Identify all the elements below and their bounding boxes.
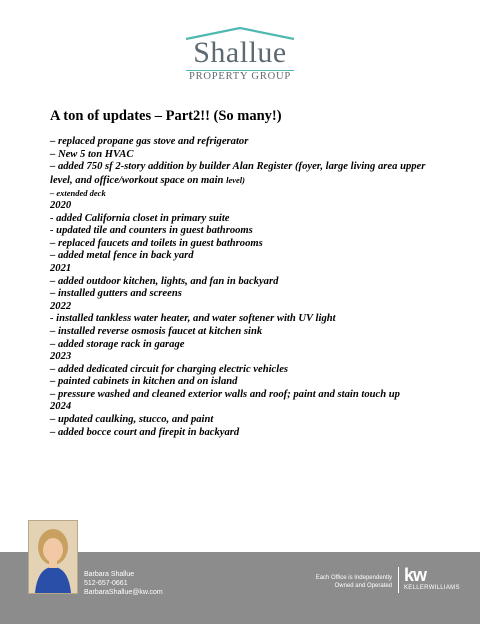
year-heading: 2020 xyxy=(50,199,72,211)
list-item: – added bocce court and firepit in backyard xyxy=(50,426,240,438)
list-item: – replaced propane gas stove and refrigerator xyxy=(50,136,249,147)
year-heading: 2022 xyxy=(50,300,72,312)
kw-logo xyxy=(404,566,460,592)
brand-subtitle: PROPERTY GROUP xyxy=(188,71,292,82)
list-item: – installed reverse osmosis faucet at kitchen sink xyxy=(50,325,263,337)
list-item-text: level) xyxy=(226,174,245,185)
list-item: – added outdoor kitchen, lights, and fan in backyard xyxy=(50,275,279,287)
kw-name: KELLERWILLIAMS xyxy=(404,585,460,591)
list-item-text: – added 750 sf 2-story addition by builder Alan Register (foyer, large living area upper level, and office/workout space on main xyxy=(50,161,426,186)
office-note xyxy=(300,574,392,590)
kw-mark: kw xyxy=(404,565,427,585)
kw-divider xyxy=(398,567,399,593)
list-item: – updated caulking, stucco, and paint xyxy=(50,414,214,426)
list-item: – extended deck xyxy=(50,188,106,199)
list-item: - installed tankless water heater, and water softener with UV light xyxy=(50,313,336,325)
agent-photo xyxy=(28,520,78,594)
agent-phone[interactable]: 512-657-0661 xyxy=(84,580,128,587)
year-heading: 2024 xyxy=(50,401,72,413)
page-title: A ton of updates – Part2!! (So many!) xyxy=(50,108,282,124)
list-item: - updated tile and counters in guest bathrooms xyxy=(50,225,253,237)
agent-email[interactable]: BarbaraShallue@kw.com xyxy=(84,589,163,596)
year-heading: 2021 xyxy=(50,262,72,274)
list-item: – replaced faucets and toilets in guest bathrooms xyxy=(50,237,263,249)
office-note-line: Owned and Operated xyxy=(334,583,392,589)
list-item: – installed gutters and screens xyxy=(50,288,182,300)
office-note-line: Each Office is Independently xyxy=(315,575,392,581)
updates-list xyxy=(50,136,430,439)
list-item: - added California closet in primary suite xyxy=(50,212,230,224)
brand-name: Shallue xyxy=(193,36,287,69)
agent-name: Barbara Shallue xyxy=(84,571,135,578)
list-item xyxy=(50,161,430,187)
year-heading: 2023 xyxy=(50,351,72,363)
list-item: – painted cabinets in kitchen and on island xyxy=(50,376,238,388)
list-item: – pressure washed and cleaned exterior walls and roof; paint and stain touch up xyxy=(50,388,400,400)
brand-logo xyxy=(180,26,300,88)
list-item: – added metal fence in back yard xyxy=(50,250,194,262)
agent-portrait-icon xyxy=(29,521,77,593)
list-item: – added storage rack in garage xyxy=(50,338,185,350)
list-item: – added dedicated circuit for charging electric vehicles xyxy=(50,363,289,375)
agent-contact xyxy=(84,570,163,597)
list-item: – New 5 ton HVAC xyxy=(50,148,134,160)
